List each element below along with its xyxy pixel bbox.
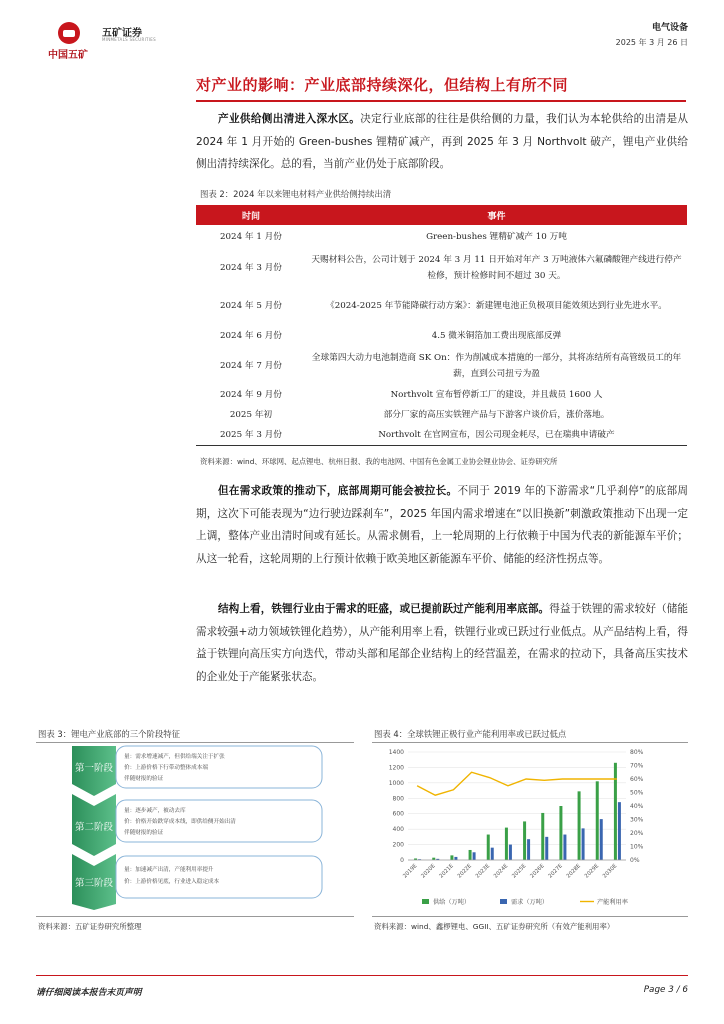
y-left-tick-label: 200 <box>392 841 404 849</box>
company-name: 中国五矿 <box>48 50 88 61</box>
figure3-source: 资料来源：五矿证券研究所整理 <box>38 922 142 931</box>
capacity-chart <box>372 744 688 912</box>
chart-gridlines <box>408 752 626 860</box>
y-left-tick-label: 400 <box>392 826 404 834</box>
bar-supply <box>578 791 581 860</box>
x-tick-label: 2024E <box>492 863 510 880</box>
stage-1 <box>72 746 322 796</box>
table-row <box>196 347 687 385</box>
stage-3-label: 第三阶段 <box>74 878 114 889</box>
section-title: 对产业的影响：产业底部持续深化，但结构上有所不同 <box>196 76 569 94</box>
x-tick-label: 2020E <box>420 863 437 880</box>
bar-supply <box>487 835 490 860</box>
y-right-tick-label: 20% <box>630 830 644 837</box>
x-tick-label: 2026E <box>529 863 546 880</box>
table-row <box>196 287 687 325</box>
stage-1-item: 价：上游价格下行带动整体成本端 <box>124 765 208 771</box>
bar-demand <box>454 857 457 860</box>
paragraph-text: 决定行业底部的往往是供给侧的力量，我们认为本轮供给的出清是从 2024 年 1 月开始的 Green-bushes 锂精矿减产，再到 2025 年 3 月 Northvolt 破产，锂电产业供给侧出清持续深化。总的看，当前产业仍处于底部阶段。 <box>196 113 689 170</box>
paragraph-supply <box>196 108 688 176</box>
legend-label: 供给（万吨） <box>433 899 471 906</box>
bar-supply <box>450 855 453 860</box>
event-text: 部分厂家的高压实铁锂产品与下游客户谈价后，涨价落地。 <box>383 410 610 420</box>
paragraph-text: 得益于铁锂的需求较好（储能需求较强+动力领域铁锂化趋势），从产能利用率上看，铁锂行业或已跃过行业低点。从产品结构上看，得益于铁锂向高压实方向迭代，带动头部和尾部企业结构上的经营温差，在需求的拉动下，具备高压实技术的企业处于产能紧张状态。 <box>196 603 689 683</box>
legend-label: 需求（万吨） <box>511 899 549 906</box>
y-left-tick-label: 600 <box>392 810 404 818</box>
legend-swatch <box>422 899 429 904</box>
figure4-source: 资料来源：wind、鑫椤锂电、GGII、五矿证券研究所（有效产能利用率） <box>374 922 615 931</box>
y-right-tick-label: 0% <box>630 857 640 864</box>
y-left-tick-label: 1200 <box>388 764 404 772</box>
table-row <box>196 425 687 446</box>
stage-2-item: 量：逐步减产，被动去库 <box>124 808 186 814</box>
y-left-tick-label: 1400 <box>388 749 404 756</box>
event-time: 2024 年 6 月份 <box>220 331 282 341</box>
utilization-line <box>417 772 617 795</box>
y-right-tick-label: 70% <box>630 762 644 770</box>
stage-3-box <box>116 856 322 898</box>
y-right-tick-label: 40% <box>630 803 644 810</box>
x-tick-label: 2027E <box>547 863 564 880</box>
table-row <box>196 325 687 347</box>
figure4-title: 图表 4：全球铁锂正极行业产能利用率或已跃过低点 <box>374 729 567 739</box>
stage-2-item: 价：价格开始跌穿成本线，即供给侧开始出清 <box>124 819 236 825</box>
y-left-tick-label: 1000 <box>388 779 404 787</box>
bar-supply <box>596 781 599 860</box>
figure3-rule <box>36 742 354 743</box>
legend-swatch <box>500 899 507 904</box>
x-tick-label: 2021E <box>438 863 455 880</box>
y-left-tick-label: 0 <box>400 857 404 864</box>
stage-2-label: 第二阶段 <box>74 822 114 833</box>
table-row <box>196 249 687 287</box>
x-tick-label: 2025E <box>511 863 528 880</box>
bar-supply <box>523 821 526 860</box>
figure3-bottom-rule <box>36 916 354 917</box>
event-text: Green-bushes 锂精矿减产 10 万吨 <box>426 232 567 242</box>
stage-3 <box>72 854 322 910</box>
figure3-title: 图表 3：锂电产业底部的三个阶段特征 <box>38 729 180 739</box>
figure2-source: 资料来源：wind、环球网、起点锂电、杭州日报、我的电池网、中国有色金属工业协会锂业协会、证券研究所 <box>200 457 558 466</box>
legend-label: 产能利用率 <box>597 899 628 906</box>
bar-supply <box>614 763 617 860</box>
x-tick-label: 2023E <box>474 863 492 880</box>
event-time: 2025 年初 <box>229 410 273 420</box>
bar-demand <box>582 828 585 860</box>
y-right-tick-label: 30% <box>630 816 644 824</box>
stage-1-label: 第一阶段 <box>74 763 114 774</box>
event-text: 全球第四大动力电池制造商 SK On：作为削减成本措施的一部分，其将冻结所有高管级员工的年薪，直到公司扭亏为盈 <box>311 353 682 379</box>
figure4-rule <box>372 742 688 743</box>
event-text: Northvolt 在官网宣布，因公司现金耗尽，已在瑞典申请破产 <box>306 425 687 446</box>
chart-legend <box>422 898 628 906</box>
stage-diagram <box>36 744 356 912</box>
table-row <box>196 385 687 405</box>
y-right-tick-label: 10% <box>630 843 644 851</box>
x-tick-label: 2019E <box>402 863 419 880</box>
bar-demand <box>527 839 530 860</box>
minmetals-logo-icon <box>58 22 80 44</box>
x-tick-label: 2022E <box>456 863 473 880</box>
event-time: 2024 年 3 月份 <box>220 263 282 273</box>
event-time: 2025 年 3 月份 <box>196 425 306 446</box>
bar-supply <box>559 806 562 860</box>
paragraph-structure <box>196 598 688 688</box>
x-tick-label: 2028E <box>565 863 582 880</box>
y-right-tick-label: 60% <box>630 776 644 783</box>
y-left-tick-label: 800 <box>392 795 404 803</box>
page-number: Page 3 / 6 <box>643 985 688 995</box>
paragraph-lead: 结构上看，铁锂行业由于需求的旺盛，或已提前跃过产能利用率底部。 <box>218 603 550 615</box>
event-text: Northvolt 宣布暂停新工厂的建设，并且裁员 1600 人 <box>390 390 603 400</box>
report-category: 电气设备 <box>651 23 688 33</box>
footer-divider <box>36 975 688 976</box>
chart-axes <box>389 749 644 880</box>
x-tick-label: 2029E <box>583 863 601 880</box>
bar-demand <box>563 835 566 860</box>
event-time: 2024 年 7 月份 <box>220 361 282 371</box>
bar-demand <box>600 819 603 860</box>
bar-demand <box>473 852 476 860</box>
paragraph-lead: 产业供给侧出清进入深水区。 <box>218 113 361 125</box>
stage-2 <box>72 794 322 856</box>
chart-bars <box>414 763 621 860</box>
y-right-tick-label: 50% <box>630 789 644 797</box>
column-header-event: 事件 <box>306 205 687 225</box>
brand-name-en: MINMETALS SECURITIES <box>102 37 156 42</box>
table-row <box>196 405 687 425</box>
footer-disclaimer: 请仔细阅读本报告末页声明 <box>36 988 142 998</box>
event-time: 2024 年 9 月份 <box>220 390 282 400</box>
y-right-tick-label: 80% <box>630 749 644 756</box>
brand-name: 五矿证券 <box>102 28 142 39</box>
event-time: 2024 年 5 月份 <box>220 301 282 311</box>
company-logo <box>48 22 198 61</box>
stage-1-item: 伴随财报的验证 <box>124 776 164 782</box>
chart-line <box>417 772 617 795</box>
report-date: 2025 年 3 月 26 日 <box>615 38 688 47</box>
column-header-time: 时间 <box>196 205 306 225</box>
title-divider <box>196 100 686 102</box>
bar-demand <box>545 837 548 860</box>
figure4-bottom-rule <box>372 916 688 917</box>
bar-demand <box>509 845 512 860</box>
figure2-title: 图表 2：2024 年以来锂电材料产业供给侧持续出清 <box>200 189 392 199</box>
bar-supply <box>505 828 508 860</box>
x-tick-label: 2030E <box>601 863 619 880</box>
events-table <box>196 205 687 446</box>
paragraph-text: 不同于 2019 年的下游需求“几乎刹停”的底部周期，这次下可能表现为“边行驶边踩刹车”，2025 年国内需求增速在“以旧换新”刺激政策推动下出现一定上调，整体产业出清时间或有延长。从需求侧看，上一轮周期的上行依赖于中国为代表的新能源车平价；从这一轮看，这轮周期的上行预计依赖于欧美地区新能源车平价、储能的经济性拐点等。 <box>196 485 688 565</box>
bar-demand <box>618 802 621 860</box>
stage-3-item: 量：加速减产出清，产能利用率提升 <box>124 867 214 873</box>
event-time: 2024 年 1 月份 <box>220 232 282 242</box>
event-text: 4.5 微米铜箔加工费出现底部反弹 <box>431 331 562 341</box>
stage-3-item: 价：上游价格见底，行业进入稳定成本 <box>124 879 220 885</box>
stage-1-item: 量：需求增速减产，但供给端关注于扩张 <box>124 754 225 760</box>
stage-2-item: 伴随财报的验证 <box>124 830 164 836</box>
bar-supply <box>469 850 472 860</box>
event-text: 天赐材料公告，公司计划于 2024 年 3 月 11 日开始对年产 3 万吨液体六氟磷酸锂产线进行停产检修，预计检修时间不超过 30 天。 <box>311 255 682 281</box>
paragraph-demand <box>196 480 688 570</box>
event-text: 《2024-2025 年节能降碳行动方案》：新建锂电池正负极项目能效须达到行业先进水平。 <box>326 301 667 311</box>
bar-supply <box>541 813 544 860</box>
paragraph-lead: 但在需求政策的推动下，底部周期可能会被拉长。 <box>218 485 458 497</box>
bar-demand <box>491 848 494 860</box>
table-row <box>196 225 687 249</box>
